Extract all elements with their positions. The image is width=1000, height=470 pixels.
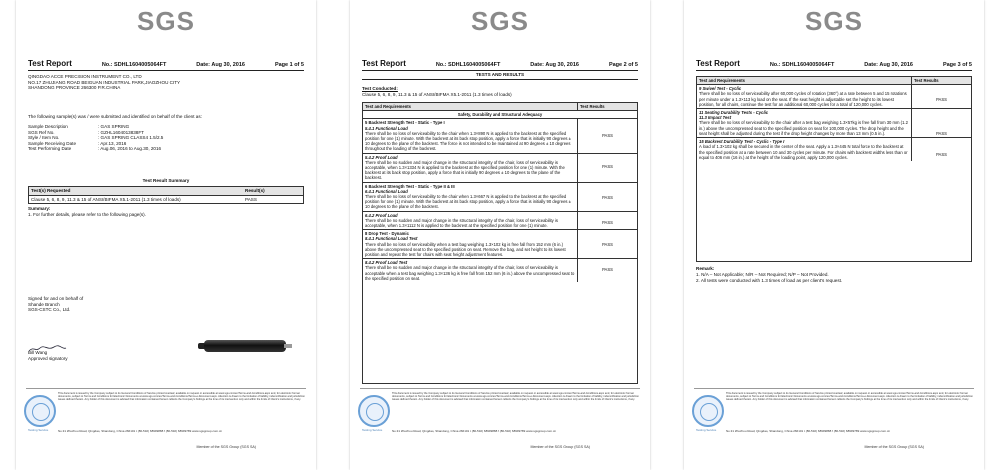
field-label: Sample Receiving Date [28,140,77,146]
footer-disclaimer: This document is issued by the Company subject to its General Conditions of Service printed overleaf, available on request or accessible at www.sgs.com/en/Terms-and-Conditions.aspx and, for electronic format documents, subject to Terms and Conditions for Electronic Documents at www.sgs.com/en/Terms-and-Conditions/Terms-e-Document.aspx. Attention is drawn to the limitation of liability, indemnification and jurisdiction issues defined therein. Any holder of this document is advised that information contained hereon reflects the Company's findings at the time of its intervention only and within the limits of Client's instructions, if any. [392,392,639,402]
table-row [697,138,971,161]
signed-line: Signed for and on behalf of [28,296,84,301]
table-row [363,119,637,153]
report-title: Test Report [362,59,406,68]
row-title: 11 Seating Durability Tests - Cyclic [699,110,769,116]
field-value: : Aug.06, 2016 to Aug.30, 2016 [98,146,162,152]
remark-label: Remark: [696,266,715,271]
sgs-seal-icon [358,395,390,427]
address-line: NO.17 ZHUJIANG ROAD BEIGUAN INDUSTRIAL PARK,JIAOZHOU CITY [28,79,181,85]
row-result: PASS [911,85,971,108]
report-page-3 [684,0,984,470]
row-result: PASS [577,119,637,152]
page-header [362,56,638,68]
summary-title: Test Result Summary [142,178,190,183]
row-text: There shall be no loss of serviceability to the chair when 1.3×667 N is applied to the backrest at the specified position for one (1) minute. With the backrest at its back stop position, apply a force that is initially 90 degrees ± 10 degrees to the plane of the backrest. [365,194,571,210]
footer-disclaimer: This document is issued by the Company subject to its General Conditions of Service printed overleaf, available on request or accessible at www.sgs.com/en/Terms-and-Conditions.aspx and, for electronic format documents, subject to Terms and Conditions for Electronic Documents at www.sgs.com/en/Terms-and-Conditions/Terms-e-Document.aspx. Attention is drawn to the limitation of liability, indemnification and jurisdiction issues defined therein. Any holder of this document is advised that information contained hereon reflects the Company's findings at the time of its intervention only and within the limits of Client's instructions, if any. [726,392,973,402]
summary-table [28,186,304,204]
row-text: There shall be no sudden and major change in the structural integrity of the chair, loss of serviceability is acceptable, when 1.3×1112 N is applied to the backrest at the specified position for one (1) minute. [365,217,558,229]
report-number: No.: SDHL1604005064FT [435,62,501,68]
footer-member: Member of the SGS Group (SGS SA) [864,445,924,449]
row-subtitle: 6.4.2 Proof Load [365,212,398,218]
sgs-logo: SGS [805,6,863,36]
divider [696,70,972,71]
report-number: No.: SDHL1604005064FT [769,62,835,68]
row-subtitle: 5.4.2 Proof Load [365,154,398,160]
header-cell: Test and Requirements [365,104,411,109]
remark-item: 2. All tests were conducted with 1.3 times of load as per client's request. [696,277,843,283]
footer-member: Member of the SGS Group (SGS SA) [530,445,590,449]
cell: PASS [245,196,257,202]
results-table [362,102,638,384]
subheader-cell: Safety, Durability and Structural Adequacy [457,112,543,118]
row-title: 9 Swivel Test - Cyclic [699,86,742,92]
signed-line: Shande Branch [28,301,60,307]
row-result: PASS [577,259,637,282]
table-row [363,154,637,183]
intro-text: The following sample(s) was / were submitted and identified on behalf of the client as: [28,114,202,119]
row-title: 5 Backrest Strength Test - Static - Type I [365,120,445,126]
signed-line: SGS-CSTC Co., Ltd. [28,307,71,313]
header-cell: Test Results [577,103,637,110]
footer-address: No.31 Zhuzhou Road, Qingdao, Shandong, China 266101 t (86-532) 68999888 f (86-532) 68999789 www.sgsgroup.com.cn [726,429,891,433]
page-number: Page 2 of 5 [608,62,638,68]
sgs-seal-icon [692,395,724,427]
row-subtitle: 8.4.1 Functional Load Test [365,236,418,242]
field-label: SGS Ref No. [28,129,55,135]
row-result: PASS [577,154,637,182]
table-row [29,196,303,204]
address-line: SHANDONG PROVINCE 266300 P.R.CHINA [28,85,121,91]
table-row [697,109,971,138]
report-date: Date: Aug 30, 2016 [196,62,245,68]
page-number: Page 1 of 5 [274,62,304,68]
table-header [363,103,637,111]
signature [28,340,68,348]
results-table [696,76,972,262]
row-text: A load of 1.3×102 kg shall be secured in the center of the seat. Apply a 1.3×445 N total force to the backrest at the specified position at a rate between 10 and 30 cycles per minute. For chairs with backrest widths less than or equal to 406 mm (16 in.) at the height of the loading point, apply 120,000 cycles. [699,144,908,160]
report-title: Test Report [696,59,740,68]
report-page-2 [350,0,650,470]
table-row [363,230,637,259]
row-subtitle: 6.4.1 Functional Load [365,188,408,194]
row-result: PASS [577,183,637,211]
row-result: PASS [911,138,971,161]
row-title: 6 Backrest Strength Test - Static - Type II & III [365,183,455,189]
summary-header [29,187,303,196]
report-page-1 [16,0,316,470]
divider [362,70,638,71]
address-line: QINGDAO ACCE PRECISION INSTRUMENT CO., LTD [28,74,142,79]
sgs-logo: SGS [471,6,529,36]
table-subheader [363,111,637,119]
table-row [363,212,637,231]
report-number: No.: SDHL1604005064FT [101,62,167,68]
page-header [28,56,304,68]
seal-caption: Testing Service [362,428,383,432]
row-result: PASS [577,212,637,230]
row-result: PASS [911,109,971,137]
row-text: There shall be no loss of serviceability to the chair after a test bag weighing 1.3×57kg is free fall from 30 mm (1.2 in.) above the uncompressed seat to the specified position on seat for 100,000 cycles. The drop height and the seat height shall be adjusted during the test if the drop height changes by more than 13 mm (0.5 in.). [699,120,908,136]
footer-divider [360,388,640,389]
page-number: Page 3 of 5 [942,62,972,68]
divider [362,79,638,80]
header-cell: Test(s) Requested [31,188,71,193]
remark-item: 1. N/A – Not Applicable; N/R – Not Required; N/P – Not Provided. [696,272,829,277]
table-header [697,77,971,85]
remark-list [696,272,972,283]
conducted-label: Test Conducted: [362,86,398,91]
report-date: Date: Aug 30, 2016 [530,62,579,68]
sgs-seal-icon [24,395,56,427]
divider [28,70,304,71]
field-row [28,146,304,152]
report-date: Date: Aug 30, 2016 [864,62,913,68]
sgs-logo: SGS [137,6,195,36]
field-label: Test Performing Date [28,146,72,152]
field-value: : GZHL1604013838FT [98,129,144,135]
row-result: PASS [577,230,637,258]
row-title: 15 Backrest Durability Test - Cyclic - Type I [699,139,785,145]
table-row [697,85,971,109]
row-text: There shall be no loss of serviceability to the chair when 1.3×890 N is applied to the backrest at the specified position for one (1) minute. With the backrest at its back stop position, apply a force that is initially 90 degrees ± 10 degrees to the plane of the backrest. The force is not intended to be maintained at 90 degrees ± 10 degrees throughout the loading of the backrest. [365,130,571,152]
client-address [28,74,304,91]
footer-disclaimer: This document is issued by the Company subject to its General Conditions of Service printed overleaf, available on request or accessible at www.sgs.com/en/Terms-and-Conditions.aspx and, for electronic format documents, subject to Terms and Conditions for Electronic Documents at www.sgs.com/en/Terms-and-Conditions/Terms-e-Document.aspx. Attention is drawn to the limitation of liability, indemnification and jurisdiction issues defined therein. Any holder of this document is advised that information contained hereon reflects the Company's findings at the time of its intervention only and within the limits of Client's instructions, if any. [58,392,305,402]
footer-divider [694,388,974,389]
footer-member: Member of the SGS Group (SGS SA) [196,445,256,449]
row-text: There shall be no sudden and major change in the structural integrity of the chair, loss of serviceability is acceptable, when 1.3×1334 N is applied to the backrest at the specified position for one (1) minute. With the backrest at its back stop position, apply a force that is initially 90 degrees ± 10 degrees to the plane of the backrest. [365,159,565,181]
signatory-title: Approved signatory [28,355,68,361]
header-cell: Test and Requirements [699,78,745,83]
field-value: : GAS SPRING CLASS4 1.5/2.5 [98,135,164,141]
table-row [363,259,637,282]
row-text: There shall be no loss of serviceability after 60,000 cycles of rotation (360°) at a rate between 5 and 15 rotations per minute under a 1.3×113 kg load on the seat. If the seat height is adjustable set the height to its lowest position, for all chairs, continue the test for an additional 60,000 cycles for a total of 120,000 cycles. [699,91,907,107]
sample-fields [28,124,304,152]
row-subtitle: 8.4.2 Proof Load Test [365,260,408,266]
summary-label: Summary: [28,206,51,211]
seal-caption: Testing Service [28,428,49,432]
field-label: Style / Item No. [28,135,60,141]
row-subtitle: 5.4.1 Functional Load [365,125,408,131]
page-header [696,56,972,68]
field-value: : GAS SPRING [98,124,130,129]
field-value: : Apr.13, 2016 [98,140,127,146]
footer-divider [26,388,306,389]
conducted-text: Clause 5, 6, 8, 9, 11.3 & 15 of ANSI/BIFMA X5.1-2011 (1.3 times of loads) [362,92,512,97]
summary-note: 1. For further details, please refer to the following page(s). [28,212,146,217]
footer-address: No.31 Zhuzhou Road, Qingdao, Shandong, China 266101 t (86-532) 68999888 f (86-532) 68999789 www.sgsgroup.com.cn [58,429,223,433]
row-title: 8 Drop Test - Dynamic [365,231,409,237]
cell: Clause 5, 6, 8, 9, 11.3 & 15 of ANSI/BIFMA X5.1-2011 (1.3 times of loads) [31,196,181,202]
signatory-name: Bill Wang [28,350,48,355]
footer-address: No.31 Zhuzhou Road, Qingdao, Shandong, China 266101 t (86-532) 68999888 f (86-532) 68999789 www.sgsgroup.com.cn [392,429,557,433]
row-subtitle: 11.3 Impact Test [699,115,732,121]
row-text: There shall be no sudden and major change in the structural integrity of the chair, loss of serviceability is acceptable when a test bag weighing 1.3×136 kg is free fall from 152 mm (6 in.) above the uncompressed seat to the specified position on seat. [365,265,575,281]
row-text: There shall be no loss of serviceability when a test bag weighing 1.3×102 kg is free fall from 152 mm (6 in.) above the uncompressed seat to the specified position on seat. Remove the bag, and set height to its lowest position and repeat the test for chairs with seat height adjustment features. [365,241,566,258]
table-row [363,183,637,212]
gas-spring-photo [196,310,296,390]
header-cell: Result(s) [245,188,265,193]
field-label: Sample Description [28,124,68,129]
seal-caption: Testing Service [696,428,717,432]
section-title: TESTS AND RESULTS [475,72,525,77]
header-cell: Test Results [911,77,971,84]
report-title: Test Report [28,59,72,68]
